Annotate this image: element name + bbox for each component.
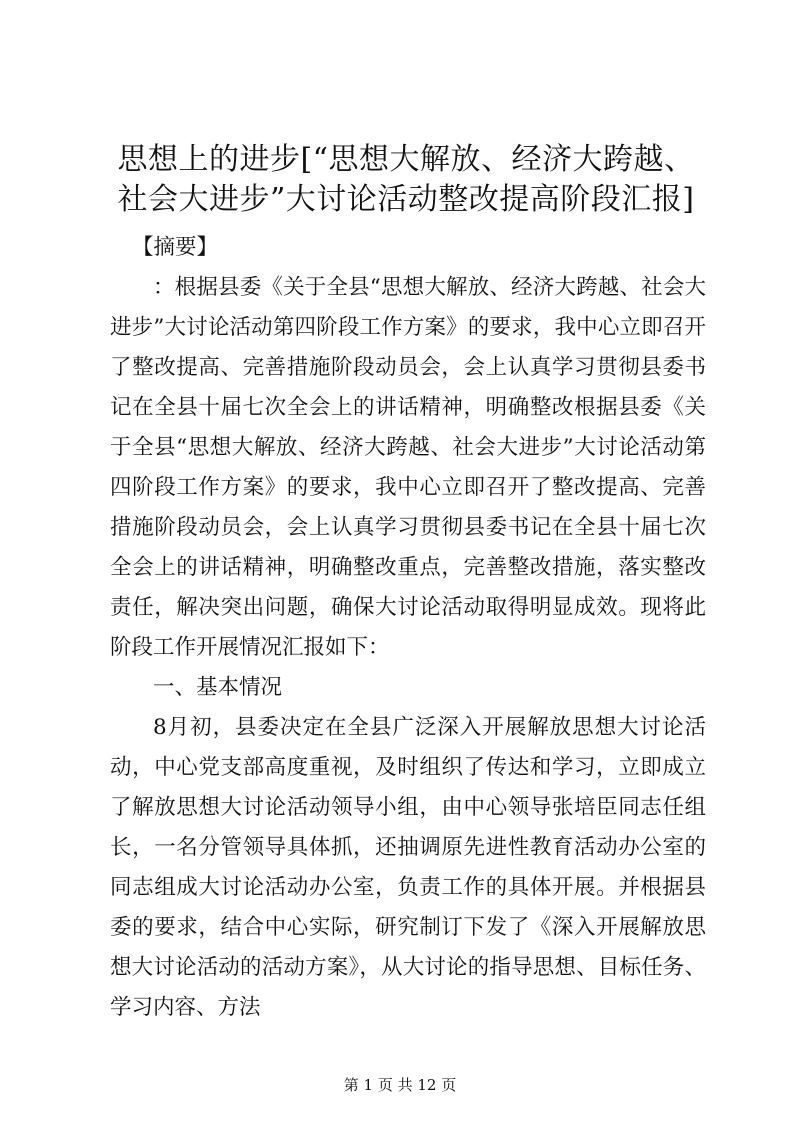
title-line-2: 社会大进步”大讨论活动整改提高阶段汇报] [117, 182, 695, 217]
paragraph-abstract: ：根据县委《关于全县“思想大解放、经济大跨越、社会大进步”大讨论活动第四阶段工作方案》的要求，我中心立即召开了整改提高、完善措施阶段动员会，会上认真学习贯彻县委书记在全县十届七次全会上的讲话精神，明确整改根据县委《关于全县“思想大解放、经济大跨越、社会大进步”大讨论活动第四阶段工作方案》的要求，我中心立即召开了整改提高、完善措施阶段动员会，会上认真学习贯彻县委书记在全县十届七次全会上的讲话精神，明确整改重点，完善整改措施，落实整改责任，解决突出问题，确保大讨论活动取得明显成效。现将此阶段工作开展情况汇报如下： [110, 275, 706, 660]
section-heading-basic-situation: 一、基本情况 [153, 675, 283, 700]
page-footer: 第 1 页 共 12 页 [343, 1076, 457, 1094]
document-body [110, 228, 706, 1028]
title-line-1: 思想上的进步[“思想大解放、经济大跨越、 [117, 142, 695, 177]
document-title [96, 140, 716, 220]
paragraph-basic-situation: 8月初，县委决定在全县广泛深入开展解放思想大讨论活动，中心党支部高度重视，及时组织了传达和学习，立即成立了解放思想大讨论活动领导小组，由中心领导张培臣同志任组长，一名分管领导具体抓，还抽调原先进性教育活动办公室的同志组成大讨论活动办公室，负责工作的具体开展。并根据县委的要求，结合中心实际，研究制订下发了《深入开展解放思想大讨论活动的活动方案》，从大讨论的指导思想、目标任务、学习内容、方法 [110, 715, 706, 1020]
abstract-label: 【摘要】 [132, 235, 219, 260]
